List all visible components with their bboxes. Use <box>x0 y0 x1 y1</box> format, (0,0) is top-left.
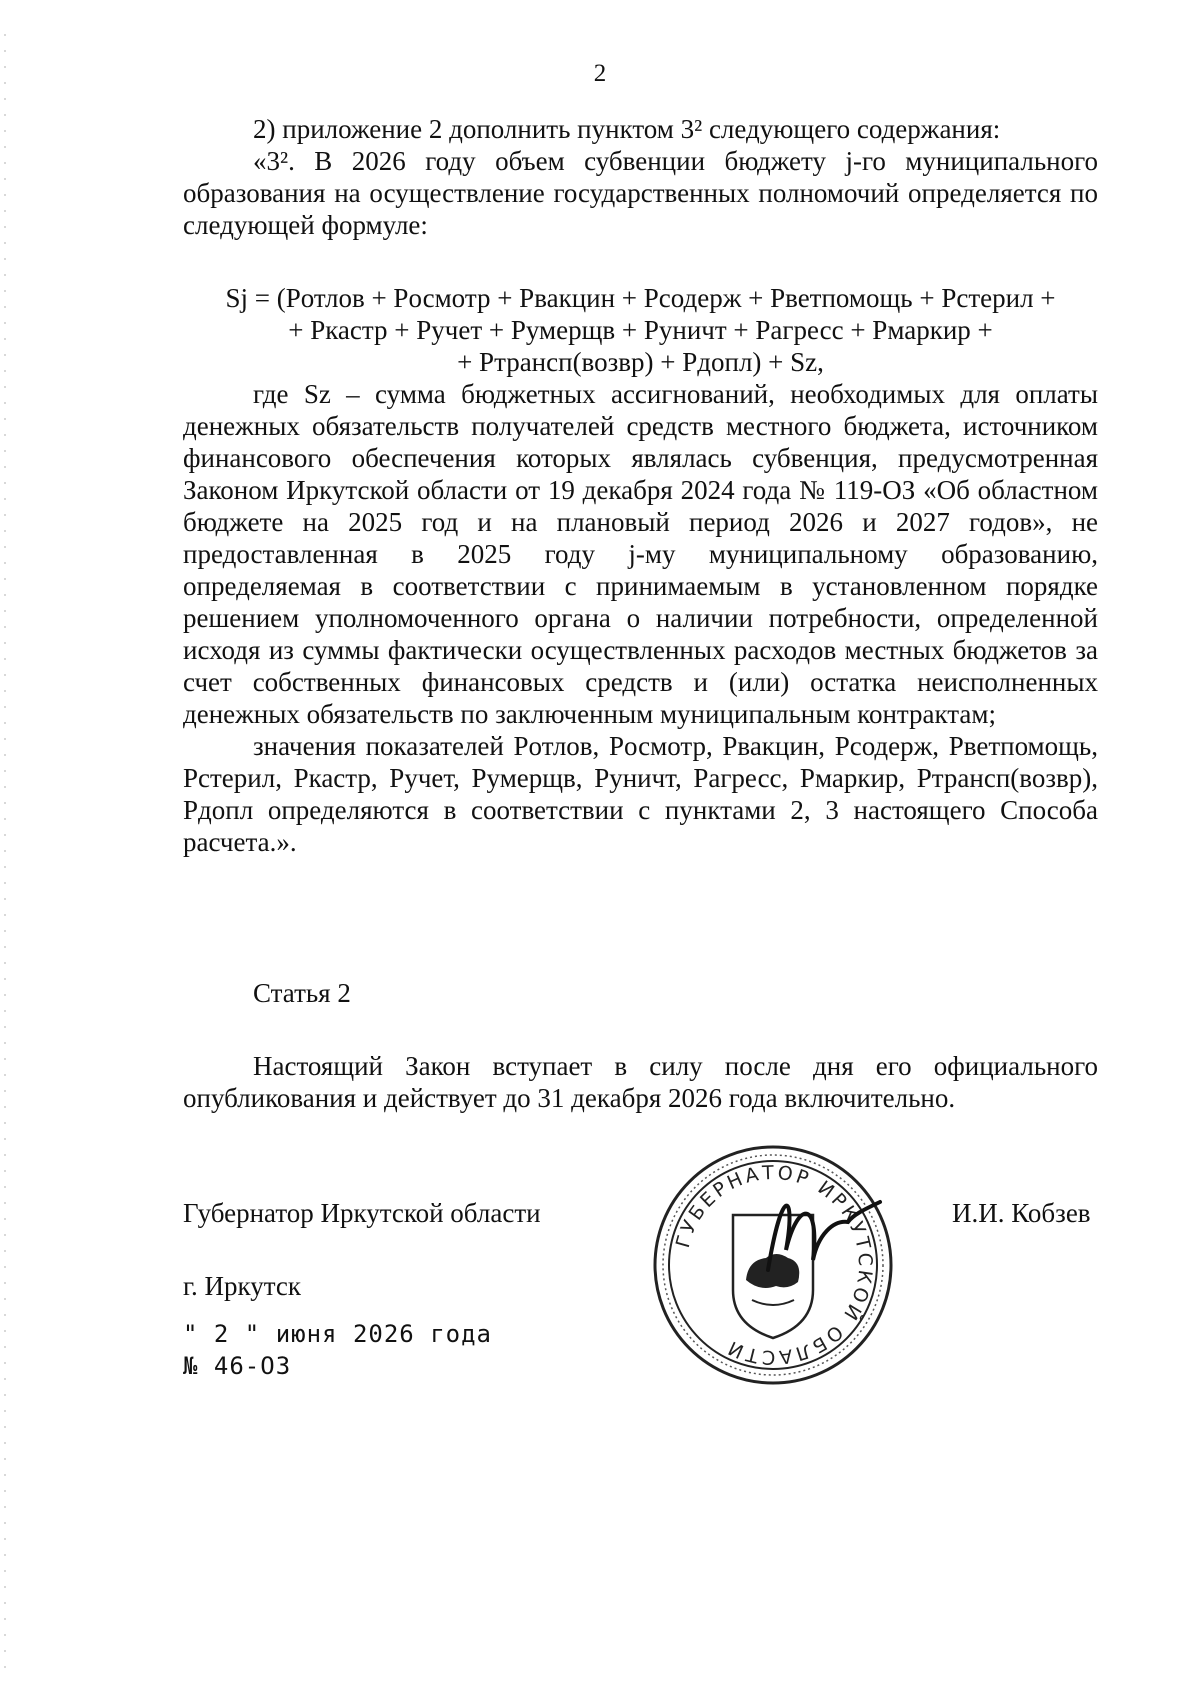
formula-line-2: + Pкастр + Pучет + Pумерщв + Pуничт + Pагресс + Pмаркир + <box>288 315 993 345</box>
coat-of-arms-beast <box>746 1254 799 1288</box>
law-number: № 46-ОЗ <box>183 1352 292 1380</box>
article-paragraph: Настоящий Закон вступает в силу после дня его официального опубликования и действует до 31 декабря 2026 года включительно. <box>183 1051 1098 1113</box>
article-heading: Статья 2 <box>253 978 351 1008</box>
formula-line-1: Sj = (Pотлов + Pосмотр + Pвакцин + Pсодерж + Pветпомощь + Pстерил + <box>225 283 1056 313</box>
scan-edge <box>4 20 6 1670</box>
formula <box>183 282 1098 378</box>
page-number: 2 <box>593 60 607 87</box>
signing-date: " 2 " июня 2026 года <box>183 1320 492 1348</box>
formula-line-3: + Pтрансп(возвр) + Pдопл) + Sz, <box>457 347 824 377</box>
coat-of-arms-base <box>752 1300 794 1305</box>
article-body <box>183 1050 1098 1114</box>
definition-paragraph-2: значения показателей Pотлов, Pосмотр, Pвакцин, Pсодерж, Pветпомощь, Pстерил, Pкастр, Pучет, Pумерщв, Pуничт, Pагресс, Pмаркир, Pтрансп(возвр), Pдопл определяются в соответствии с пунктами 2, 3 настоящего Способа расчета.». <box>183 731 1098 857</box>
official-seal <box>648 1140 898 1390</box>
amendment-paragraph-1: 2) приложение 2 дополнить пунктом 3² следующего содержания: <box>253 114 1001 144</box>
definitions-text <box>183 378 1098 858</box>
amendment-text <box>183 113 1098 241</box>
signatory-name: И.И. Кобзев <box>952 1198 1091 1228</box>
amendment-paragraph-2: «3². В 2026 году объем субвенции бюджету j-го муниципального образования на осуществление государственных полномочий определяется по следующей формуле: <box>183 146 1098 240</box>
definition-paragraph-1: где Sz – сумма бюджетных ассигнований, необходимых для оплаты денежных обязательств получателей средств местного бюджета, источником финансового обеспечения которых являлась субвенция, предусмотренная Законом Иркутской области от 19 декабря 2024 года № 119-ОЗ «Об областном бюджете на 2025 год и на плановый период 2026 и 2027 годов», не предоставленная в 2025 году j-му муниципальному образованию, определяемая в соответствии с принимаемым в установленном порядке решением уполномоченного органа о наличии потребности, определенной исходя из суммы фактически осуществленных расходов местных бюджетов за счет собственных финансовых средств и (или) остатка неисполненных денежных обязательств по заключенным муниципальным контрактам; <box>183 379 1098 729</box>
seal-text: ГУБЕРНАТОР ИРКУТСКОЙ ОБЛАСТИ <box>671 1161 877 1369</box>
signatory-position: Губернатор Иркутской области <box>183 1198 541 1228</box>
signing-city: г. Иркутск <box>183 1271 301 1301</box>
